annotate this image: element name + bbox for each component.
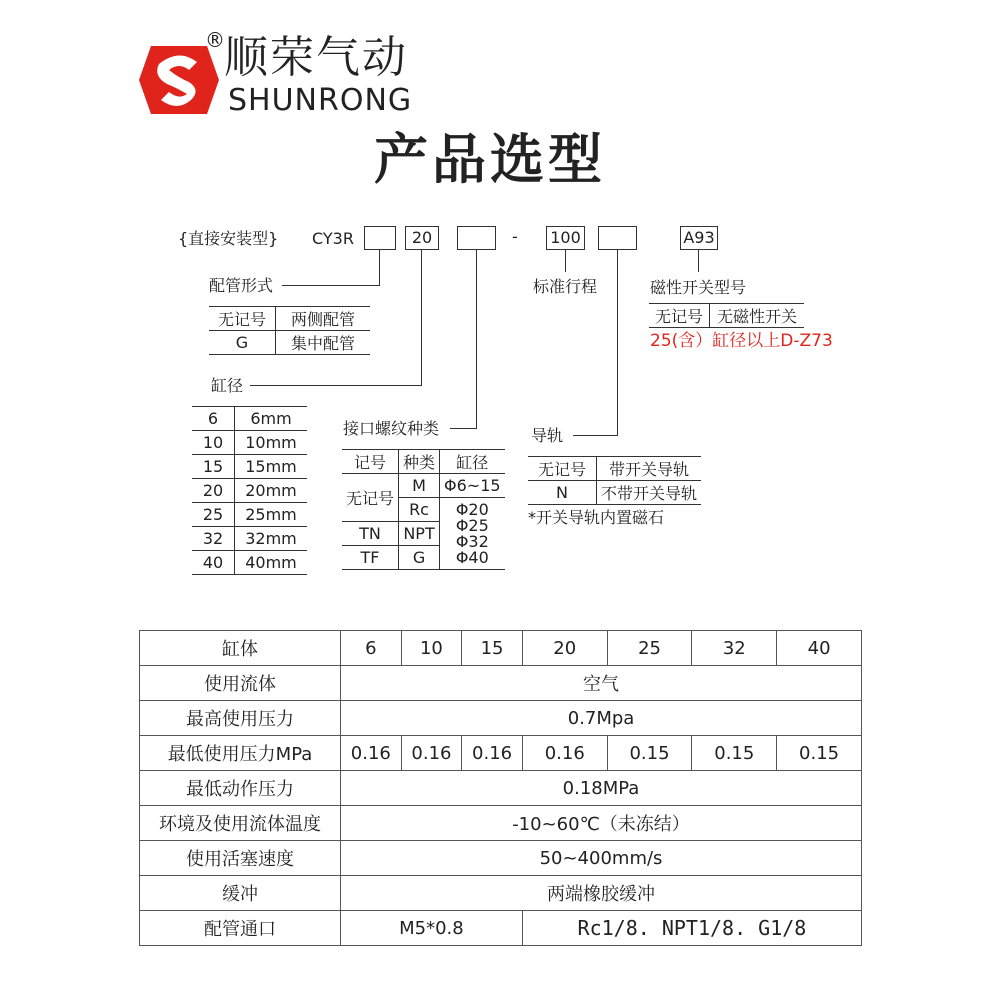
table-row: 40 40mm <box>192 551 307 575</box>
spec-label: 缓冲 <box>140 876 341 911</box>
table-row: G 集中配管 <box>209 331 370 355</box>
brand-name-en: SHUNRONG <box>228 83 413 118</box>
port-style-table <box>209 306 370 355</box>
connector-line <box>698 250 699 272</box>
table-row: 无记号 带开关导轨 <box>528 457 701 481</box>
connector-line <box>573 435 618 436</box>
spec-label: 使用活塞速度 <box>140 841 341 876</box>
guide-rail-note: *开关导轨内置磁石 <box>528 508 665 527</box>
port-style-label: 配管形式 <box>209 276 274 295</box>
guide-rail-table <box>528 456 701 505</box>
table-row: 环境及使用流体温度 -10~60℃（未冻结） <box>140 806 862 841</box>
connector-line <box>450 428 477 429</box>
port-style-slot <box>364 226 396 250</box>
thread-type-label: 接口螺纹种类 <box>343 419 440 438</box>
connector-line <box>565 250 566 272</box>
thread-type-table <box>342 449 505 570</box>
spec-label: 配管通口 <box>140 911 341 946</box>
table-row: N 不带开关导轨 <box>528 481 701 505</box>
table-row: 使用活塞速度 50~400mm/s <box>140 841 862 876</box>
model-prefix: CY3R <box>312 229 354 248</box>
table-row: 配管通口 M5*0.8 Rc1/8. NPT1/8. G1/8 <box>140 911 862 946</box>
table-row: 缸体 6 10 15 20 25 32 40 <box>140 631 862 666</box>
registered-mark: ® <box>205 28 225 52</box>
page-title: 产品选型 <box>374 128 606 191</box>
guide-rail-label: 导轨 <box>531 426 564 445</box>
bore-size-table <box>192 406 307 575</box>
stroke-label: 标准行程 <box>533 277 598 296</box>
spec-table <box>139 630 862 946</box>
table-row: Rc Φ20 Φ25 Φ32 Φ40 <box>342 498 505 522</box>
spec-label: 最低动作压力 <box>140 771 341 806</box>
brand-logo-icon <box>137 42 221 118</box>
switch-note: 25(含）缸径以上D-Z73 <box>650 331 833 351</box>
table-row: 使用流体 空气 <box>140 666 862 701</box>
table-row: 无记号 无磁性开关 <box>649 304 804 328</box>
table-row: 缓冲 两端橡胶缓冲 <box>140 876 862 911</box>
table-row: 15 15mm <box>192 455 307 479</box>
connector-line <box>421 250 422 385</box>
spec-label: 最低使用压力MPa <box>140 736 341 771</box>
spec-label: 环境及使用流体温度 <box>140 806 341 841</box>
bore-size-label: 缸径 <box>211 376 244 395</box>
connector-line <box>617 250 618 435</box>
table-row: 最低动作压力 0.18MPa <box>140 771 862 806</box>
table-row: TN NPT <box>342 522 505 546</box>
mount-type-label: {直接安装型} <box>178 229 279 248</box>
table-row: 记号 种类 缸径 <box>342 450 505 474</box>
table-row: 25 25mm <box>192 503 307 527</box>
connector-line <box>476 250 477 428</box>
thread-slot <box>457 226 496 250</box>
switch-model-label: 磁性开关型号 <box>650 278 747 297</box>
table-row: 最低使用压力MPa 0.16 0.16 0.16 0.16 0.15 0.15 0.15 <box>140 736 862 771</box>
rail-slot <box>598 226 637 250</box>
spec-label: 最高使用压力 <box>140 701 341 736</box>
model-dash: - <box>512 227 518 246</box>
table-row: 无记号 M Φ6~15 <box>342 474 505 498</box>
table-row: 20 20mm <box>192 479 307 503</box>
table-row: 32 32mm <box>192 527 307 551</box>
stroke-slot: 100 <box>546 226 585 250</box>
table-row: 最高使用压力 0.7Mpa <box>140 701 862 736</box>
table-row: 6 6mm <box>192 407 307 431</box>
table-row: 10 10mm <box>192 431 307 455</box>
spec-label: 缸体 <box>140 631 341 666</box>
connector-line <box>250 385 422 386</box>
connector-line <box>379 250 380 285</box>
switch-slot: A93 <box>680 226 718 250</box>
switch-model-table <box>649 303 804 328</box>
connector-line <box>282 285 380 286</box>
table-row: TF G <box>342 546 505 570</box>
brand-name-cn: 顺荣气动 <box>224 32 408 83</box>
table-row: 无记号 两侧配管 <box>209 307 370 331</box>
spec-label: 使用流体 <box>140 666 341 701</box>
bore-slot: 20 <box>405 226 439 250</box>
